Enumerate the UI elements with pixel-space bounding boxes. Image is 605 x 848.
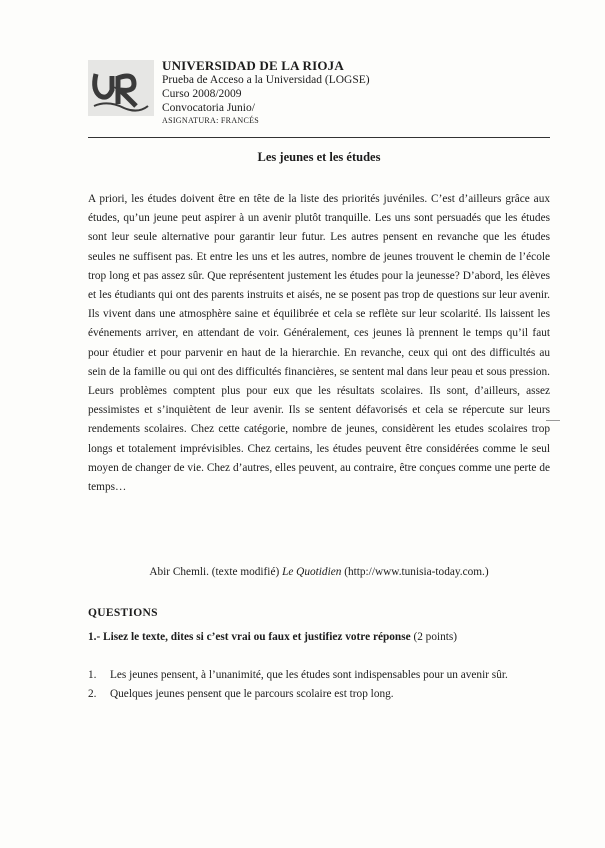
source-url: (http://www.tunisia-today.com.): [344, 566, 489, 578]
subject: ASIGNATURA: FRANCÉS: [162, 116, 260, 125]
list-item-text: Les jeunes pensent, à l’unanimité, que les études sont indispensables pour un avenir sûr.: [110, 669, 508, 681]
question-1-label: 1.- Lisez le texte, dites si c’est vrai ou faux et justifiez votre réponse: [88, 631, 411, 643]
header-divider: [88, 137, 550, 138]
text-source: [88, 566, 550, 578]
reading-text: A priori, les études doivent être en tête de la liste des priorités juvéniles. C’est d’ailleurs grâce aux études, qu’un jeune peut aspirer à un avenir plutôt tranquille. Les uns sont persuadés que les études sont leur seule alternative pour garantir leur futur. Les autres pensent en revanche que les études seules ne suffisent pas. Et entre les uns et les autres, nombre de jeunes trouvent le chemin de l’école trop long et pas assez sûr. Que représentent justement les études pour la jeunesse? D’abord, les élèves et les étudiants qui ont des parents instruits et aisés, ne se posent pas trop de questions sur leur avenir. Ils vivent dans une atmosphère saine et équilibrée et cela se reflète sur leur scolarité. Ils laissent les événements arriver, en attendant de voir. Généralement, ces jeunes là prennent le temps qu’il faut pour étudier et pour parvenir en haut de la hierarchie. En revanche, ceux qui ont des difficultés au sein de la famille ou qui ont des difficultés financières, se sentent mal dans leur peau et sous pression. Leurs problèmes comptent plus pour eux que les résultats scolaires. Ils sont, d’ailleurs, assez pessimistes et s’inquiètent de leur avenir. Ils se sentent défavorisés et cela se répercute sur leurs rendements scolaires. Chez cette catégorie, nombre de jeunes, considèrent les etudes scolaires trop longs et totalement imprévisibles. Chez certains, les études peuvent être considérées comme le seul moyen de changer de vie. Chez d’autres, elles peuvent, au contraire, être conçues comme une perte de temps…: [88, 193, 550, 494]
university-name: UNIVERSIDAD DE LA RIOJA: [162, 58, 344, 73]
question-1: [88, 631, 550, 643]
exam-name: Prueba de Acceso a la Universidad (LOGSE): [162, 74, 370, 86]
exam-call: Convocatoria Junio/: [162, 102, 255, 114]
list-item-number: 2.: [88, 688, 97, 700]
university-logo-icon: [88, 60, 154, 116]
list-item: [88, 685, 550, 704]
questions-heading: QUESTIONS: [88, 607, 158, 619]
page-title: Les jeunes et les études: [257, 150, 381, 164]
university-logo: [88, 60, 154, 116]
list-item-text: Quelques jeunes pensent que le parcours scolaire est trop long.: [110, 688, 394, 700]
source-publication: Le Quotidien: [282, 566, 342, 578]
statement-list: [88, 666, 550, 704]
course-year: Curso 2008/2009: [162, 88, 242, 100]
exam-header: [162, 58, 462, 126]
source-author: Abir Chemli. (texte modifié): [149, 566, 280, 578]
question-1-points: (2 points): [413, 631, 458, 643]
margin-mark: [546, 420, 560, 421]
list-item: [88, 666, 550, 685]
list-item-number: 1.: [88, 669, 97, 681]
